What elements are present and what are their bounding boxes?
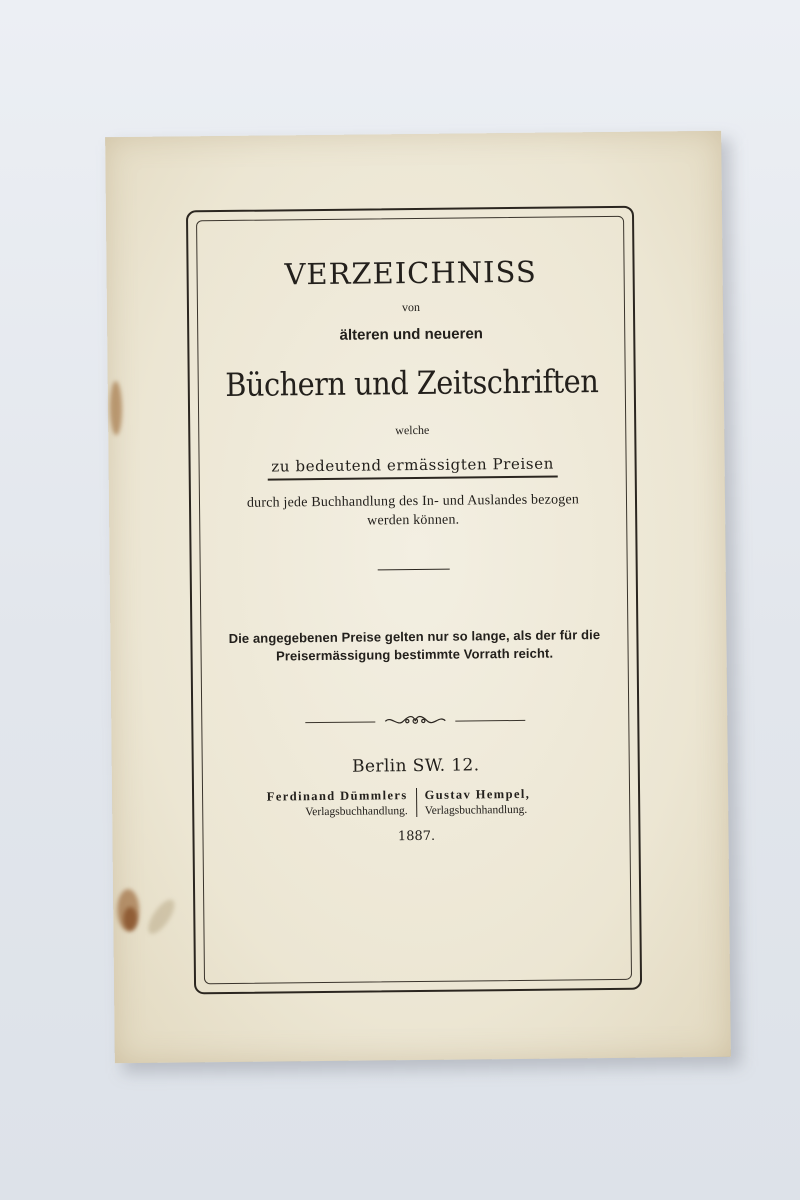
- description-line: werden können.: [367, 512, 460, 529]
- divider-rule: [378, 568, 450, 570]
- ornament-line-right: [455, 719, 525, 721]
- subtitle: älteren und neueren: [339, 325, 484, 345]
- publishers: [202, 786, 630, 819]
- von-text: von: [401, 299, 421, 315]
- publisher-right: [417, 786, 603, 817]
- description: [199, 491, 627, 533]
- ornament-divider: [201, 712, 629, 730]
- underlined-phrase: zu bedeutend ermässigten Preisen: [267, 454, 558, 480]
- foxing-stain: [143, 896, 179, 938]
- publication-year: 1887.: [397, 828, 436, 845]
- publisher-left: [230, 788, 417, 819]
- document-title: VERZEICHNISS: [284, 254, 537, 292]
- catalog-cover-page: [105, 131, 731, 1063]
- price-notice: [200, 625, 628, 666]
- decorative-border: [186, 206, 642, 995]
- cover-content: [196, 256, 630, 846]
- welche-text: welche: [395, 423, 430, 438]
- ornament-line-left: [305, 721, 375, 723]
- publisher-type: Verlagsbuchhandlung.: [305, 805, 408, 819]
- foxing-stain: [123, 907, 137, 931]
- notice-line: Preisermässigung bestimmte Vorrath reicht.: [275, 645, 554, 664]
- foxing-stain: [110, 381, 123, 435]
- publisher-name: Gustav Hempel,: [424, 786, 531, 802]
- publisher-type: Verlagsbuchhandlung.: [424, 803, 528, 817]
- publisher-name: Ferdinand Dümmlers: [266, 788, 408, 804]
- main-title: Büchern und Zeitschriften: [225, 362, 599, 405]
- flourish-ornament-icon: [383, 714, 447, 729]
- publication-city: Berlin SW. 12.: [351, 755, 480, 777]
- description-line: durch jede Buchhandlung des In- und Auslandes bezogen: [246, 492, 580, 511]
- notice-line: Die angegebenen Preise gelten nur so lange, als der für die: [228, 626, 601, 646]
